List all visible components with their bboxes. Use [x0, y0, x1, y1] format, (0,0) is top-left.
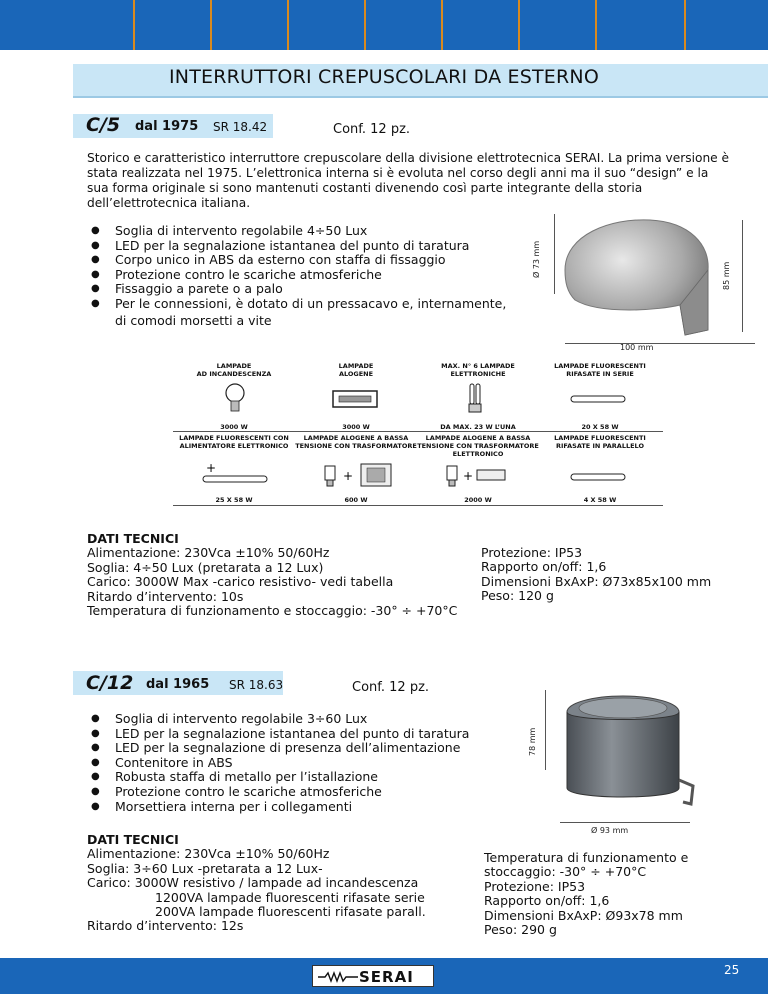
- feature-item: ● Contenitore in ABS: [87, 756, 527, 771]
- spec-line: Ritardo d’intervento: 12s: [87, 918, 244, 934]
- dimension-height: 78 mm: [528, 727, 537, 756]
- lamp-type-label: LAMPADE ALOGENE: [338, 362, 374, 378]
- product-photo-c12: [555, 688, 705, 818]
- spec-line: Alimentazione: 230Vca ±10% 50/60Hz: [87, 545, 330, 561]
- dimension-line: [565, 343, 755, 344]
- description-line: Storico e caratteristico interruttore crepuscolare della divisione elettrotecnica SERAI. La prima versione è: [87, 151, 730, 165]
- svg-text:+: +: [463, 469, 474, 483]
- feature-item: ● Robusta staffa di metallo per l’istallazione: [87, 770, 527, 785]
- spec-line: Peso: 120 g: [481, 588, 554, 604]
- tab-divider: [441, 0, 443, 50]
- feature-item: ● Soglia di intervento regolabile 3÷60 Lux: [87, 712, 527, 727]
- lamp-type-label: LAMPADE AD INCANDESCENZA: [196, 362, 272, 378]
- tab-divider: [364, 0, 366, 50]
- spec-line: Peso: 290 g: [484, 922, 557, 938]
- product-pack-qty: Conf. 12 pz.: [352, 680, 430, 695]
- spec-line: Protezione: IP53: [481, 545, 583, 560]
- lamp-power-value: 25 X 58 W: [215, 496, 253, 504]
- lamp-power-value: 20 X 58 W: [581, 423, 619, 431]
- spec-line: Carico: 3000W Max -carico resistivo- vedi tabella: [87, 574, 394, 590]
- spec-line: Soglia: 3÷60 Lux -pretarata a 12 Lux-: [87, 860, 323, 876]
- spec-line: Rapporto on/off: 1,6: [481, 559, 607, 575]
- spec-line: Dimensioni BxAxP: Ø73x85x100 mm: [481, 573, 712, 589]
- dimension-line: [560, 822, 690, 823]
- fluorescent-tube-icon: [568, 470, 628, 484]
- description-line: stata realizzata nel 1975. L’elettronica interna si è evoluta nel corso degli anni ma il suo “design” e la: [87, 166, 709, 180]
- spec-line: Alimentazione: 230Vca ±10% 50/60Hz: [87, 846, 330, 862]
- tech-specs-right: [484, 851, 688, 937]
- feature-item: ● LED per la segnalazione di presenza dell’alimentazione: [87, 741, 527, 756]
- lamp-type-label: LAMPADE ALOGENE A BASSA TENSIONE CON TRASFORMATORE: [295, 434, 417, 450]
- feature-item: ● Per le connessioni, è dotato di un pressacavo e, internamente,: [87, 297, 527, 312]
- product-pack-qty: Conf. 12 pz.: [333, 122, 411, 137]
- product-code: C/5: [86, 114, 121, 136]
- dimension-line: [742, 220, 743, 332]
- feature-item: ● Protezione contro le scariche atmosferiche: [87, 785, 527, 800]
- table-divider: [173, 431, 663, 432]
- svg-text:+: +: [206, 462, 217, 475]
- fluorescent-electronic-ballast-icon: [201, 462, 271, 490]
- feature-item: ● LED per la segnalazione istantanea del punto di taratura: [87, 727, 527, 742]
- tab-divider: [684, 0, 686, 50]
- tab-divider: [287, 0, 289, 50]
- fluorescent-tube-icon: [568, 392, 628, 406]
- tab-divider: [518, 0, 520, 50]
- tech-specs-right: [481, 546, 711, 604]
- lamp-power-value: 2000 W: [464, 496, 492, 504]
- feature-item: ● Fissaggio a parete o a palo: [87, 282, 527, 297]
- spec-line: Dimensioni BxAxP: Ø93x78 mm: [484, 907, 683, 923]
- tab-divider: [595, 0, 597, 50]
- dimension-length: 100 mm: [620, 343, 654, 352]
- spec-line: Temperatura di funzionamento e: [484, 850, 689, 865]
- lamp-type-label: MAX. N° 6 LAMPADE ELETTRONICHE: [441, 362, 515, 378]
- dimension-line: [554, 214, 555, 294]
- spec-line: stoccaggio: -30° ÷ +70°C: [484, 864, 647, 880]
- product-since: dal 1975: [135, 119, 199, 134]
- tech-specs-left: [87, 532, 457, 618]
- spec-line: Carico: 3000W resistivo / lampade ad incandescenza: [87, 875, 419, 891]
- brand-logo: [312, 965, 434, 987]
- product-photo-c5: [540, 210, 750, 350]
- dimension-diameter: Ø 93 mm: [591, 826, 629, 835]
- serai-logo-wave-icon: [317, 971, 359, 983]
- lamp-power-value: DA MAX. 23 W L’UNA: [440, 423, 516, 431]
- halogen-lamp-icon: [331, 388, 381, 410]
- product-sr-code: SR 18.42: [213, 120, 268, 134]
- tech-specs-title: DATI TECNICI: [87, 832, 179, 847]
- page-number: 25: [724, 963, 740, 977]
- table-divider: [173, 505, 663, 506]
- halogen-transformer-icon: [321, 458, 411, 494]
- incandescent-bulb-icon: [223, 382, 247, 416]
- compact-fluorescent-icon: [465, 382, 485, 418]
- spec-line: Soglia: 4÷50 Lux (pretarata a 12 Lux): [87, 559, 324, 575]
- top-color-bar: [0, 0, 768, 50]
- lamp-type-label: LAMPADE FLUORESCENTI RIFASATE IN SERIE: [554, 362, 646, 378]
- description-line: dell’elettrotecnica italiana.: [87, 196, 251, 210]
- lamp-power-value: 3000 W: [220, 423, 248, 431]
- dimension-height: 85 mm: [722, 261, 731, 290]
- product-since: dal 1965: [146, 677, 210, 692]
- feature-item: ● Protezione contro le scariche atmosferiche: [87, 268, 527, 283]
- spec-line: Rapporto on/off: 1,6: [484, 893, 610, 909]
- feature-list: [87, 224, 527, 312]
- lamp-type-label: LAMPADE FLUORESCENTI CON ALIMENTATORE ELETTRONICO: [179, 434, 289, 450]
- page-title: INTERRUTTORI CREPUSCOLARI DA ESTERNO: [169, 66, 599, 88]
- feature-item: ● Soglia di intervento regolabile 4÷50 Lux: [87, 224, 527, 239]
- lamp-type-label: LAMPADE FLUORESCENTI RIFASATE IN PARALLELO: [554, 434, 646, 450]
- feature-item: ● Morsettiera interna per i collegamenti: [87, 800, 527, 815]
- dimension-diameter: Ø 73 mm: [532, 240, 541, 278]
- description-line: sua forma originale si sono mantenuti costanti divenendo così parte integrante della storia: [87, 181, 643, 195]
- tech-specs-title: DATI TECNICI: [87, 531, 179, 546]
- product-code: C/12: [86, 672, 134, 694]
- dimension-line: [545, 690, 546, 770]
- brand-name: SERAI: [359, 968, 414, 986]
- feature-item: ● LED per la segnalazione istantanea del punto di taratura: [87, 239, 527, 254]
- lamp-power-value: 600 W: [344, 496, 368, 504]
- halogen-electronic-transformer-icon: [443, 458, 533, 494]
- lamp-power-value: 3000 W: [342, 423, 370, 431]
- lamp-power-value: 4 X 58 W: [583, 496, 617, 504]
- tab-divider: [133, 0, 135, 50]
- spec-line: Temperatura di funzionamento e stoccaggio: -30° ÷ +70°C: [87, 603, 458, 619]
- feature-item: ● Corpo unico in ABS da esterno con staffa di fissaggio: [87, 253, 527, 268]
- feature-item-continuation: di comodi morsetti a vite: [115, 313, 272, 328]
- product-description: [87, 151, 747, 211]
- product-sr-code: SR 18.63: [229, 678, 284, 692]
- tech-specs-left: [87, 833, 426, 934]
- lamp-compatibility-table: [173, 360, 663, 510]
- spec-line: Ritardo d’intervento: 10s: [87, 588, 244, 604]
- feature-list: [87, 712, 527, 814]
- svg-text:+: +: [343, 469, 354, 483]
- spec-line: Protezione: IP53: [484, 878, 586, 894]
- spec-line: 200VA lampade fluorescenti rifasate parall.: [155, 904, 426, 920]
- lamp-type-label: LAMPADE ALOGENE A BASSA TENSIONE CON TRASFORMATORE ELETTRONICO: [417, 434, 539, 458]
- spec-line: 1200VA lampade fluorescenti rifasate serie: [155, 889, 425, 905]
- tab-divider: [210, 0, 212, 50]
